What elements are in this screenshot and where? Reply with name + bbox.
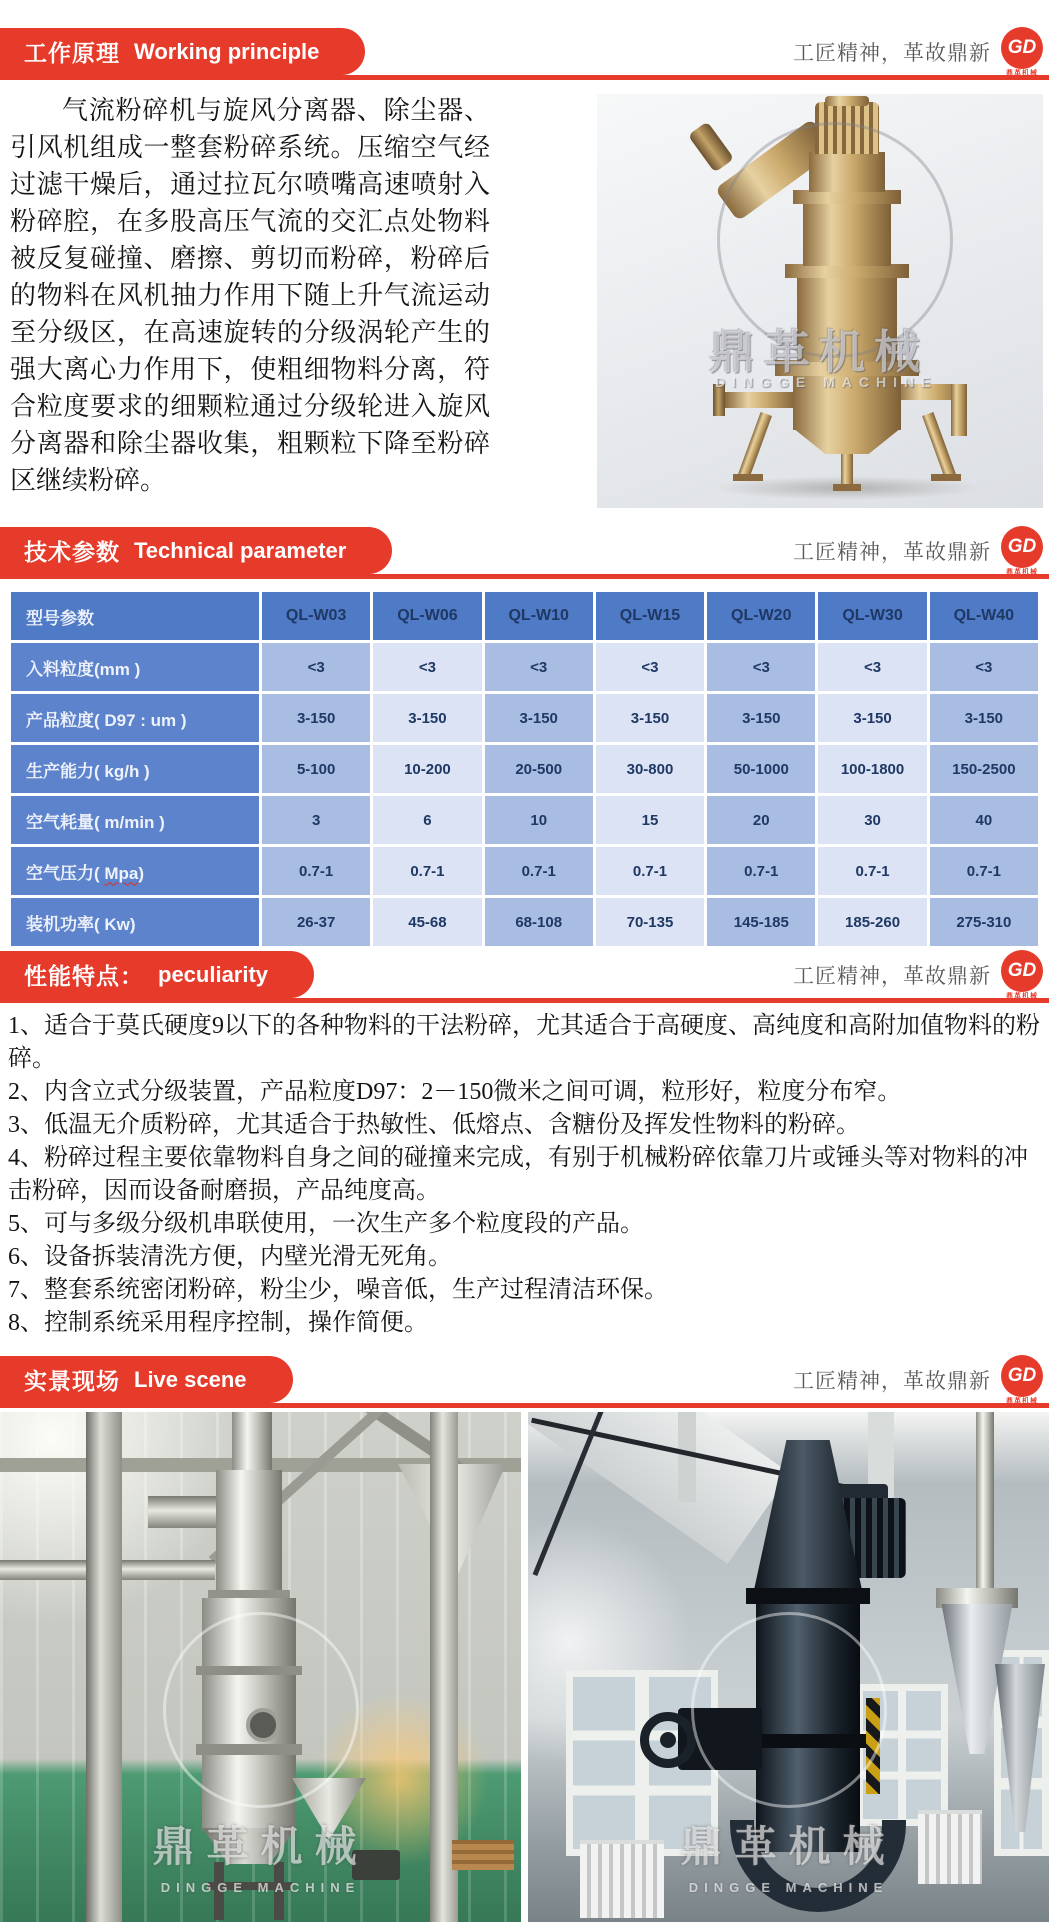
spec-table-model-header: QL-W15 (596, 592, 704, 640)
section-title-cn: 实景现场 (24, 1368, 120, 1394)
spec-table-row (11, 847, 1038, 895)
row-label-text: 空气压力( (26, 863, 105, 883)
spec-row-label (11, 745, 259, 793)
spec-table-head-row (11, 592, 1038, 640)
live-scene-photo-right (528, 1412, 1049, 1922)
spec-row-label (11, 847, 259, 895)
feature-item: 4、粉碎过程主要依靠物料自身之间的碰撞来完成，有别于机械粉碎依靠刀片或锤头等对物料的冲击粉碎，因而设备耐磨损，产品纯度高。 (8, 1145, 1028, 1204)
section-title-cn: 技术参数 (24, 539, 120, 565)
row-label-text: 空气耗量( m/min ) (26, 812, 165, 832)
brand-logo-name: 鼎革机械 (1006, 69, 1038, 77)
spec-value-cell: 0.7-1 (707, 847, 815, 895)
section-title-pill (0, 951, 314, 998)
watermark-cn: 鼎革机械 (152, 1823, 369, 1870)
spec-value-cell: 50-1000 (707, 745, 815, 793)
spec-value-cell: <3 (373, 643, 481, 691)
spec-value-cell: <3 (930, 643, 1038, 691)
brand-logo-name: 鼎革机械 (1006, 1397, 1038, 1405)
misspelled-word: Mpa (104, 863, 139, 883)
brand-logo (1001, 950, 1043, 1000)
brand-logo-name: 鼎革机械 (1006, 992, 1038, 1000)
banner-brand-area (793, 28, 1043, 75)
machine-foot (931, 474, 961, 481)
spec-value-cell: 70-135 (596, 898, 704, 946)
spec-value-cell: 30-800 (596, 745, 704, 793)
feature-item: 3、低温无介质粉碎，尤其适合于热敏性、低熔点、含糖份及挥发性物料的粉碎。 (8, 1112, 860, 1138)
spec-table-corner-header: 型号参数 (11, 592, 259, 640)
watermark-en: DINGGE MACHINE (715, 374, 938, 390)
section-title-cn: 性能特点： (24, 963, 144, 989)
spec-table-model-header: QL-W06 (373, 592, 481, 640)
spec-value-cell: <3 (485, 643, 593, 691)
brand-motto: 工匠精神，革故鼎新 (793, 540, 991, 564)
spec-value-cell: 275-310 (930, 898, 1038, 946)
spec-value-cell: 20 (707, 796, 815, 844)
row-label-text: ) (138, 863, 145, 883)
working-principle-paragraph: 气流粉碎机与旋风分离器、除尘器、引风机组成一整套粉碎系统。压缩空气经过滤干燥后，通过拉瓦尔喷嘴高速喷射入粉碎腔，在多股高压气流的交汇点处物料被反复碰撞、磨擦、剪切而粉碎，粉碎后的物料在风机抽力作用下随上升气流运动至分级区，在高速旋转的分级涡轮产生的强大离心力作用下，使粗细物料分离，符合粒度要求的细颗粒通过分级轮进入旋风分离器和除尘器收集，粗颗粒下降至粉碎区继续粉碎。 (10, 96, 490, 495)
machine-leg (738, 412, 772, 478)
spec-value-cell: 30 (818, 796, 926, 844)
feature-item: 8、控制系统采用程序控制，操作简便。 (8, 1310, 428, 1336)
section-banner-peculiarity (0, 951, 1049, 1003)
brand-motto: 工匠精神，革故鼎新 (793, 964, 991, 988)
brand-motto: 工匠精神，革故鼎新 (793, 1369, 991, 1393)
banner-brand-area (793, 527, 1043, 574)
banner-underline (0, 75, 1049, 80)
spec-value-cell: 185-260 (818, 898, 926, 946)
section-title-pill (0, 1356, 293, 1403)
spec-value-cell: 3-150 (373, 694, 481, 742)
watermark-ring-icon (691, 1612, 887, 1808)
spec-table-model-header: QL-W10 (485, 592, 593, 640)
spec-value-cell: 3 (262, 796, 370, 844)
spec-table-row (11, 796, 1038, 844)
spec-value-cell: 3-150 (707, 694, 815, 742)
banner-brand-area (793, 1356, 1043, 1403)
spec-value-cell: 5-100 (262, 745, 370, 793)
watermark-en: DINGGE MACHINE (160, 1880, 361, 1895)
spec-table-model-header: QL-W30 (818, 592, 926, 640)
spec-value-cell: 0.7-1 (818, 847, 926, 895)
spec-value-cell: 0.7-1 (596, 847, 704, 895)
feature-item: 6、设备拆装清洗方便，内壁光滑无死角。 (8, 1244, 452, 1270)
section-title-en: peculiarity (158, 961, 269, 987)
spec-table-model-header: QL-W40 (930, 592, 1038, 640)
banner-underline (0, 1403, 1049, 1408)
section-title-en: Working principle (134, 38, 320, 64)
machine-inlet-cap (688, 121, 734, 172)
spec-value-cell: 0.7-1 (930, 847, 1038, 895)
spec-row-label (11, 694, 259, 742)
spec-table-body (11, 643, 1038, 946)
brand-logo (1001, 1355, 1043, 1405)
spec-value-cell: 6 (373, 796, 481, 844)
spec-value-cell: 3-150 (818, 694, 926, 742)
spec-value-cell: 26-37 (262, 898, 370, 946)
watermark-cn: 鼎革机械 (709, 326, 929, 378)
spec-value-cell: 10 (485, 796, 593, 844)
section-banner-working-principle (0, 28, 1049, 80)
spec-value-cell: <3 (818, 643, 926, 691)
spec-value-cell: 0.7-1 (485, 847, 593, 895)
feature-item: 5、可与多级分级机串联使用，一次生产多个粒度段的产品。 (8, 1211, 644, 1237)
feature-item: 1、适合于莫氏硬度9以下的各种物料的干法粉碎，尤其适合于高硬度、高纯度和高附加值物料的粉碎。 (8, 1013, 1040, 1072)
spec-value-cell: 150-2500 (930, 745, 1038, 793)
spec-row-label (11, 796, 259, 844)
machine-pipe-elbow (951, 384, 967, 436)
spec-value-cell: 40 (930, 796, 1038, 844)
watermark-cn: 鼎革机械 (680, 1823, 897, 1870)
section-title-pill (0, 28, 365, 75)
spec-table-model-header: QL-W20 (707, 592, 815, 640)
brand-logo (1001, 526, 1043, 576)
feature-item: 7、整套系统密闭粉碎，粉尘少，噪音低，生产过程清洁环保。 (8, 1277, 668, 1303)
watermark-en: DINGGE MACHINE (688, 1880, 889, 1895)
brand-logo-icon: GD (1001, 526, 1043, 568)
machine-side-pipe (725, 392, 797, 408)
live-scene-photo-left (0, 1412, 521, 1922)
spec-value-cell: 3-150 (930, 694, 1038, 742)
brand-logo-icon: GD (1001, 950, 1043, 992)
spec-value-cell: 145-185 (707, 898, 815, 946)
spec-value-cell: 3-150 (485, 694, 593, 742)
banner-underline (0, 998, 1049, 1003)
vessel-upper-cylinder (216, 1470, 282, 1596)
spec-value-cell: 3-150 (262, 694, 370, 742)
spec-table-row (11, 643, 1038, 691)
section-title-en: Live scene (134, 1366, 247, 1392)
photo-watermark (51, 1612, 471, 1895)
spec-value-cell: 68-108 (485, 898, 593, 946)
brand-logo (1001, 27, 1043, 77)
machine-foot (833, 484, 861, 491)
spec-value-cell: 0.7-1 (373, 847, 481, 895)
section-banner-technical-parameter (0, 527, 1049, 579)
section-banner-live-scene (0, 1356, 1049, 1408)
machine-bottom-cone (793, 428, 901, 454)
brand-logo-name: 鼎革机械 (1006, 568, 1038, 576)
machine-motor-cap (825, 96, 869, 106)
section-title-pill (0, 527, 392, 574)
spec-value-cell: 20-500 (485, 745, 593, 793)
brand-motto: 工匠精神，革故鼎新 (793, 41, 991, 65)
watermark-ring-icon (163, 1612, 359, 1808)
spec-value-cell: 0.7-1 (262, 847, 370, 895)
spec-row-label (11, 898, 259, 946)
feature-list (8, 1010, 1042, 1340)
banner-underline (0, 574, 1049, 579)
row-label-text: 生产能力( kg/h ) (26, 761, 150, 781)
feature-item: 2、内含立式分级装置，产品粒度D97：2－150微米之间可调，粒形好，粒度分布窄。 (8, 1079, 902, 1105)
spec-value-cell: 100-1800 (818, 745, 926, 793)
photo-watermark (579, 1612, 999, 1895)
row-label-text: 产品粒度( D97 : um ) (26, 710, 187, 730)
spec-value-cell: 3-150 (596, 694, 704, 742)
section-title-cn: 工作原理 (24, 40, 120, 66)
product-render-image (597, 94, 1043, 508)
row-label-text: 装机功率( Kw) (26, 914, 136, 934)
spec-value-cell: <3 (262, 643, 370, 691)
spec-table-row (11, 898, 1038, 946)
vessel-neck (232, 1412, 272, 1476)
spec-value-cell: 10-200 (373, 745, 481, 793)
section-title-en: Technical parameter (134, 537, 347, 563)
spec-table-row (11, 694, 1038, 742)
spec-value-cell: 15 (596, 796, 704, 844)
spec-value-cell: 45-68 (373, 898, 481, 946)
brand-logo-icon: GD (1001, 1355, 1043, 1397)
spec-value-cell: <3 (596, 643, 704, 691)
machine-foot (733, 474, 763, 481)
mill-flange (746, 1588, 870, 1604)
spec-table-model-header: QL-W03 (262, 592, 370, 640)
row-label-text: 入料粒度(mm ) (26, 659, 141, 679)
spec-table (8, 589, 1041, 949)
spec-value-cell: <3 (707, 643, 815, 691)
banner-brand-area (793, 951, 1043, 998)
spec-row-label (11, 643, 259, 691)
spec-table-row (11, 745, 1038, 793)
brand-logo-icon: GD (1001, 27, 1043, 69)
